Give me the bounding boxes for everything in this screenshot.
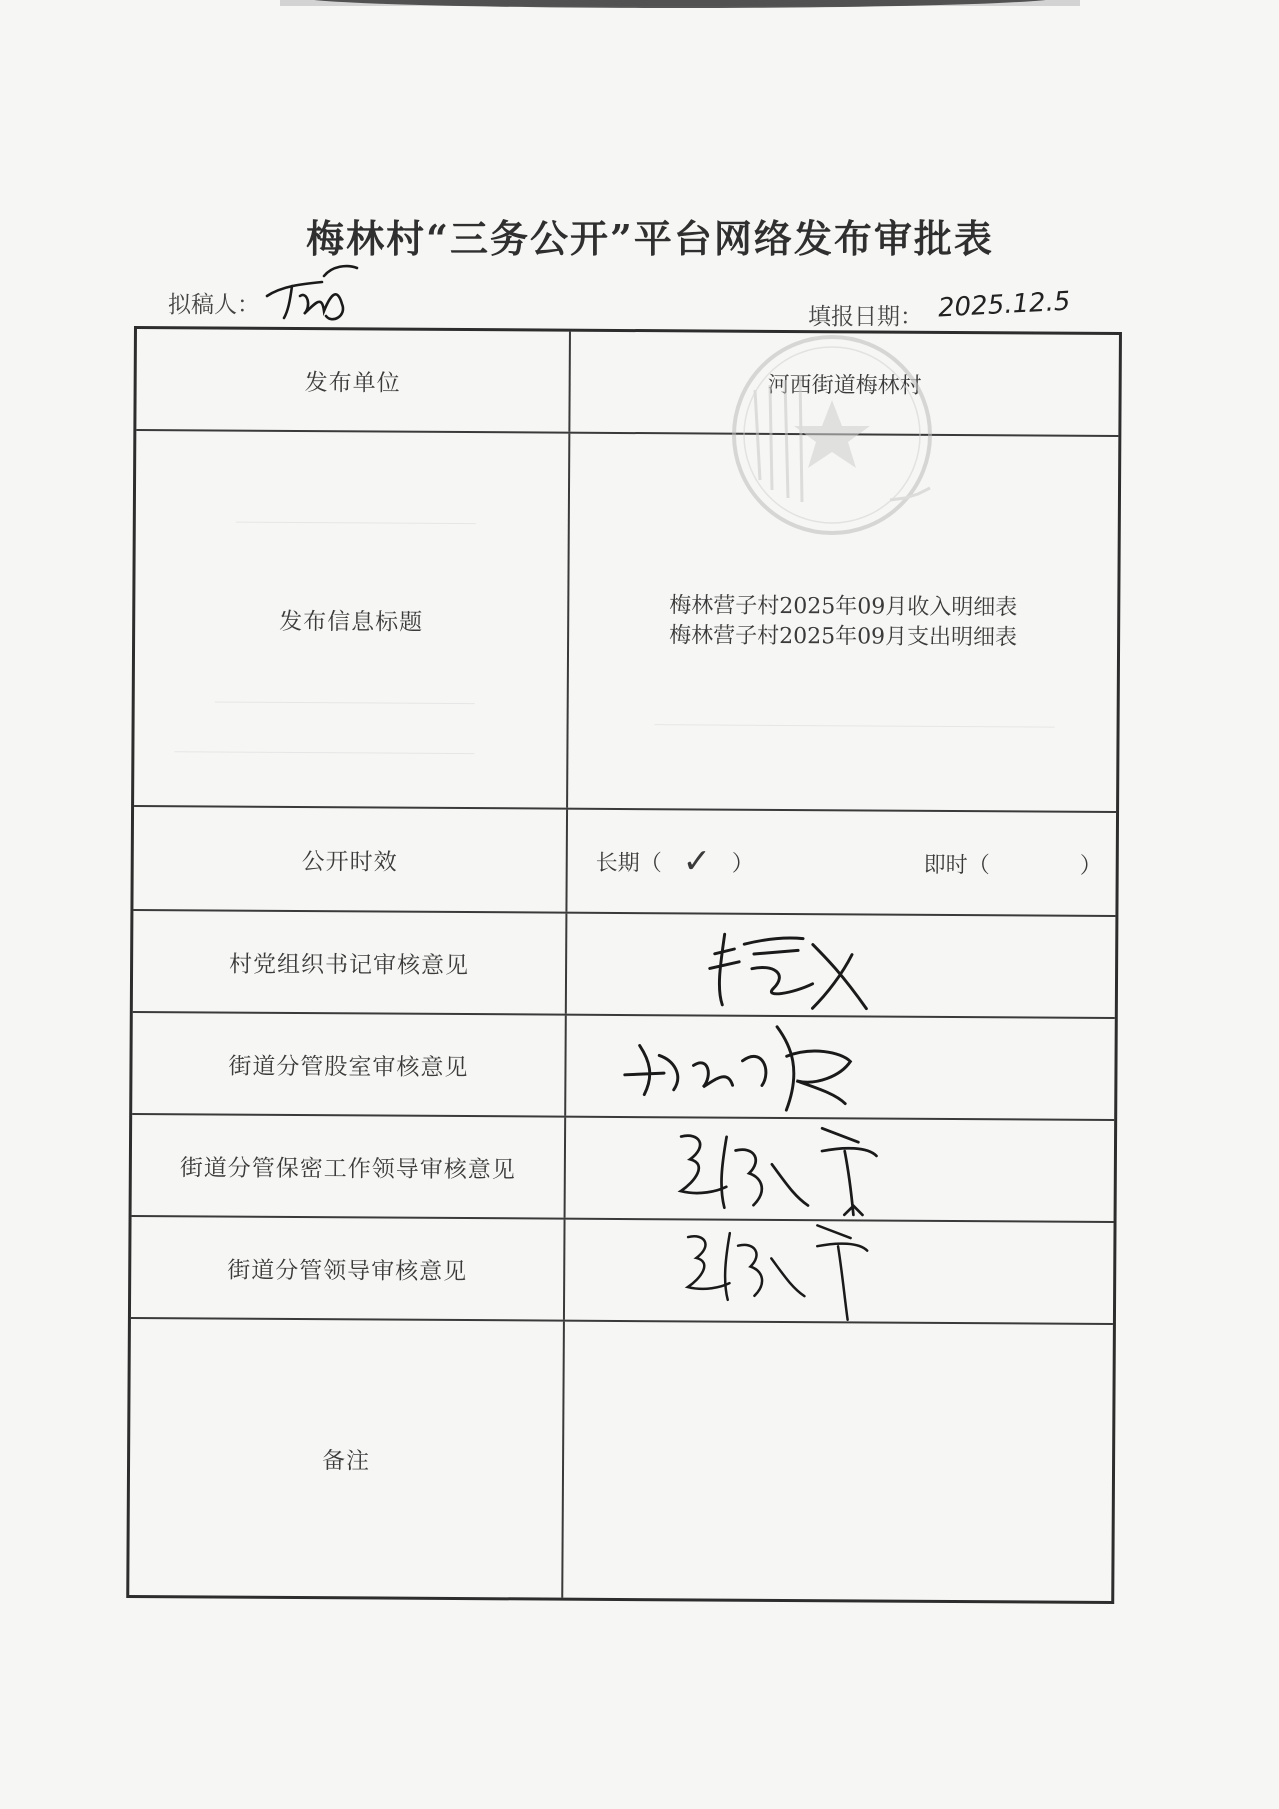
term-close-paren: ） — [731, 851, 754, 877]
publisher-value: 河西街道梅林村 — [767, 372, 922, 399]
info-title-line-expense: 梅林营子村2025年09月支出明细表 — [669, 623, 1018, 651]
approval-table — [126, 326, 1122, 1604]
column-divider — [565, 810, 568, 912]
party-secretary-label: 村党组织书记审核意见 — [229, 951, 470, 979]
empty-check-box — [990, 863, 1080, 864]
column-divider — [564, 1016, 567, 1116]
term-option-long-name: 长期 — [595, 850, 640, 876]
confidentiality-leader-label: 街道分管保密工作领导审核意见 — [179, 1154, 516, 1183]
table-row-remarks — [129, 1319, 1113, 1601]
document-title: 梅林村“三务公开”平台网络发布审批表 — [306, 216, 994, 261]
confidentiality-leader-signature — [652, 1118, 893, 1219]
term-option-long[interactable] — [595, 810, 754, 913]
official-seal-stamp — [700, 330, 965, 540]
leader-label: 街道分管领导审核意见 — [227, 1257, 468, 1285]
remarks-value — [563, 1322, 1113, 1601]
table-row-leader — [131, 1217, 1114, 1325]
table-row-publisher — [136, 329, 1119, 437]
table-row-confidentiality-leader — [132, 1115, 1115, 1223]
term-open-paren: （ — [639, 850, 662, 876]
fill-date-value: 2025.12.5 — [937, 286, 1072, 324]
info-title-line-income: 梅林营子村2025年09月收入明细表 — [669, 593, 1018, 621]
drafter-signature — [262, 256, 362, 326]
disclosure-term-label: 公开时效 — [301, 848, 398, 876]
term-close-paren: ） — [1079, 853, 1102, 879]
leader-signature — [651, 1220, 892, 1321]
column-divider — [564, 1118, 567, 1218]
info-title-label: 发布信息标题 — [279, 608, 424, 636]
drafter-label: 拟稿人： — [168, 292, 260, 318]
remarks-label: 备注 — [321, 1447, 371, 1474]
page-top-shadow-dark — [300, 0, 1060, 8]
term-option-immediate-name: 即时 — [923, 852, 968, 878]
section-office-label: 街道分管股室审核意见 — [228, 1053, 469, 1081]
check-mark-icon: ✓ — [682, 841, 712, 882]
party-secretary-signature — [693, 914, 894, 1015]
table-row-section-office — [132, 1013, 1115, 1121]
drafter-field — [168, 286, 260, 319]
section-office-signature — [612, 1016, 873, 1118]
table-row-disclosure-term — [133, 807, 1116, 917]
table-row-party-secretary — [133, 911, 1116, 1019]
term-option-immediate[interactable] — [923, 812, 1102, 915]
publisher-label: 发布单位 — [304, 369, 401, 397]
column-divider — [563, 1220, 566, 1320]
column-divider — [565, 914, 568, 1014]
table-row-info-title — [134, 431, 1118, 813]
fill-date-label: 填报日期： — [808, 304, 923, 330]
term-open-paren: （ — [967, 852, 990, 878]
